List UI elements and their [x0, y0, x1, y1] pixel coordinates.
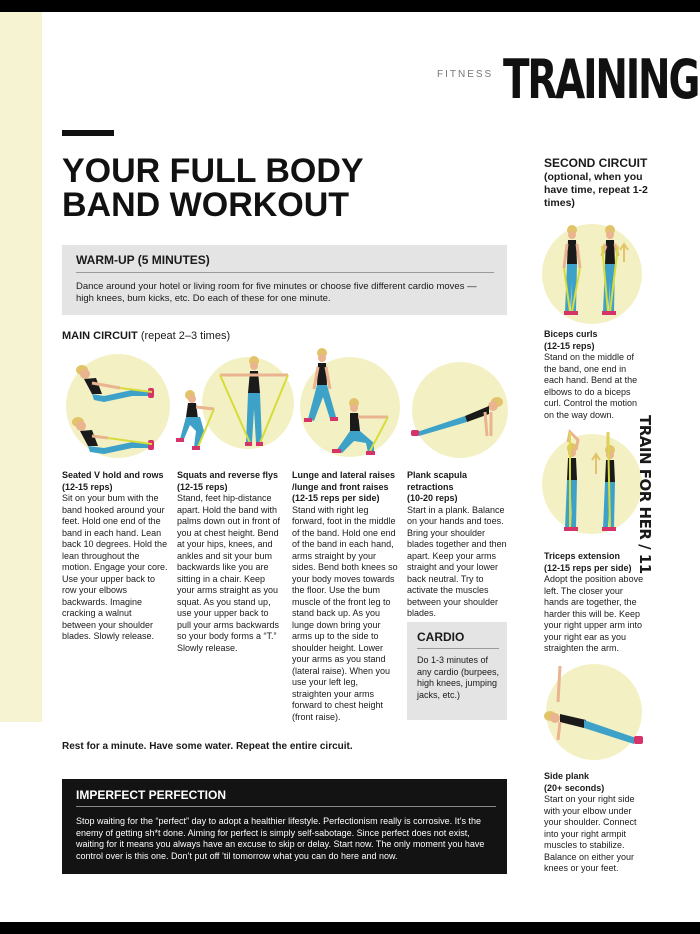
rest-note: Rest for a minute. Have some water. Repeat the entire circuit. — [62, 741, 353, 752]
exercise-description: Sit on your bum with the band hooked around your feet. Hold one end of the band in each hand. Lean back 10 degrees. Hold the lean throughout the motion. Engage your core. Use your upper back to row your elbows backwards. Imagine cracking a walnut between your shoulder blades. Slowly release. — [62, 493, 168, 641]
warmup-rule — [76, 272, 494, 273]
section-label: FITNESS — [437, 69, 494, 80]
exercise-description: Start in a plank. Balance on your hands and toes. Bring your shoulder blades together and then apart. Keep your arms straight and your lower back neutral. Try to activate the muscles between your shoulder blades. — [407, 504, 507, 618]
biceps-curl-illustration — [540, 222, 645, 327]
exercise-squats-flys — [177, 470, 283, 654]
top-bar — [0, 0, 700, 12]
exercise-title: Seated V hold and rows — [62, 470, 164, 480]
cardio-text: Do 1-3 minutes of any cardio (burpees, high knees, jumping jacks, etc.) — [417, 655, 500, 700]
running-head: TRAIN FOR HER / 11 — [636, 415, 654, 574]
title-rule — [62, 130, 114, 136]
exercise-title: Triceps extension — [544, 551, 621, 561]
cardio-box — [407, 622, 507, 720]
exercise-title: Squats and reverse flys — [177, 470, 279, 480]
exercise-title: Lunge and lateral raises /lunge and front raises — [292, 470, 396, 492]
exercise-reps: (12-15 reps per side) — [292, 493, 380, 503]
triceps-extension-illustration — [540, 428, 645, 543]
bottom-bar — [0, 922, 700, 934]
side-plank-illustration — [538, 662, 648, 764]
exercise-title: Plank scapula retractions — [407, 470, 468, 492]
exercise-reps: (12-15 reps) — [544, 340, 595, 351]
exercise-description: Stand, feet hip-distance apart. Hold the band with palms down out in front of you at chest height. Bend at your hips, knees, and ankles and sit your bum backwards like you are sitting in a chair. Keep your arms straight as you squat. As you stand up, use your upper back to pull your arms backwards so your body forms a “T.” Slowly release. — [177, 493, 281, 653]
exercise-triceps-extension — [544, 551, 648, 655]
exercise-reps: (20+ seconds) — [544, 782, 605, 793]
page-title: YOUR FULL BODY BAND WORKOUT — [62, 152, 363, 224]
main-circuit-heading — [62, 330, 230, 342]
second-circuit-heading-block — [544, 157, 654, 210]
exercise-seated-v-hold — [62, 470, 168, 643]
exercise-description: Start on your right side with your elbow under your shoulder. Connect into your right armpit muscles to stabilize. Balance on either your knees or your feet. — [544, 794, 637, 873]
exercise-reps: (12-15 reps per side) — [544, 562, 632, 573]
cardio-heading: CARDIO — [417, 630, 465, 644]
exercise-title: Side plank — [544, 771, 590, 781]
exercise-reps: (12-15 reps) — [177, 481, 228, 492]
exercise-description: Adopt the position above left. The closer your hands are together, the harder this will be. Keep your right upper arm into your right ear as you straighten the arm. — [544, 574, 644, 653]
exercise-description: Stand with right leg forward, foot in the middle of the band. Hold one end of the band in each hand, arms straight by your sides. Bend both knees so your body moves towards the floor. Use the bum muscle of the front leg to stand back up. As you lunge down bring your arms up to the side to shoulder height. Lower your arms as you stand (lateral raise). When you use your left leg, straighten your arms forward to chest height (front raise). — [292, 504, 398, 722]
exercise-title: Biceps curls — [544, 329, 598, 339]
exercise-biceps-curls — [544, 329, 646, 421]
exercise-lunge-raises — [292, 470, 398, 723]
second-circuit-note: (optional, when you have time, repeat 1-2 times) — [544, 171, 648, 209]
seated-row-illustration — [62, 350, 174, 462]
squat-fly-illustration — [170, 355, 295, 455]
imperfect-perfection-box — [62, 779, 507, 874]
cardio-rule — [417, 648, 499, 649]
left-color-strip — [0, 12, 42, 722]
lunge-raise-illustration — [290, 345, 405, 460]
plank-illustration — [405, 360, 510, 460]
exercise-reps: (12-15 reps) — [62, 481, 113, 492]
warmup-heading: WARM-UP (5 MINUTES) — [76, 253, 210, 267]
main-circuit-note: (repeat 2–3 times) — [140, 330, 231, 342]
warmup-box — [62, 245, 507, 315]
imperfect-heading: IMPERFECT PERFECTION — [76, 788, 227, 802]
imperfect-rule — [76, 806, 496, 807]
exercise-side-plank — [544, 771, 648, 875]
exercise-plank-scapula — [407, 470, 511, 620]
exercise-reps: (10-20 reps) — [407, 493, 458, 503]
section-title: TRAINING — [503, 48, 699, 111]
second-circuit-heading: SECOND CIRCUIT — [544, 156, 648, 170]
warmup-text: Dance around your hotel or living room for five minutes or choose five different cardio moves — high knees, bum kicks, etc. Do each of these for one minute. — [76, 281, 477, 304]
imperfect-text: Stop waiting for the “perfect” day to adopt a healthier lifestyle. Perfectionism really is corrosive. It’s the enemy of getting sh*t done. Aiming for perfect is simply self-sabotage. Since perfect does not exist, waiting for it means you always have an excuse to skip or delay. Start now. The only moment you have control over is this one. Don’t put off ’til tomorrow what you can do here and now. — [76, 816, 485, 861]
main-circuit-title: MAIN CIRCUIT — [62, 330, 138, 342]
exercise-description: Stand on the middle of the band, one end in each hand. Bend at the elbows to do a biceps curl. Control the motion on the way down. — [544, 352, 638, 420]
